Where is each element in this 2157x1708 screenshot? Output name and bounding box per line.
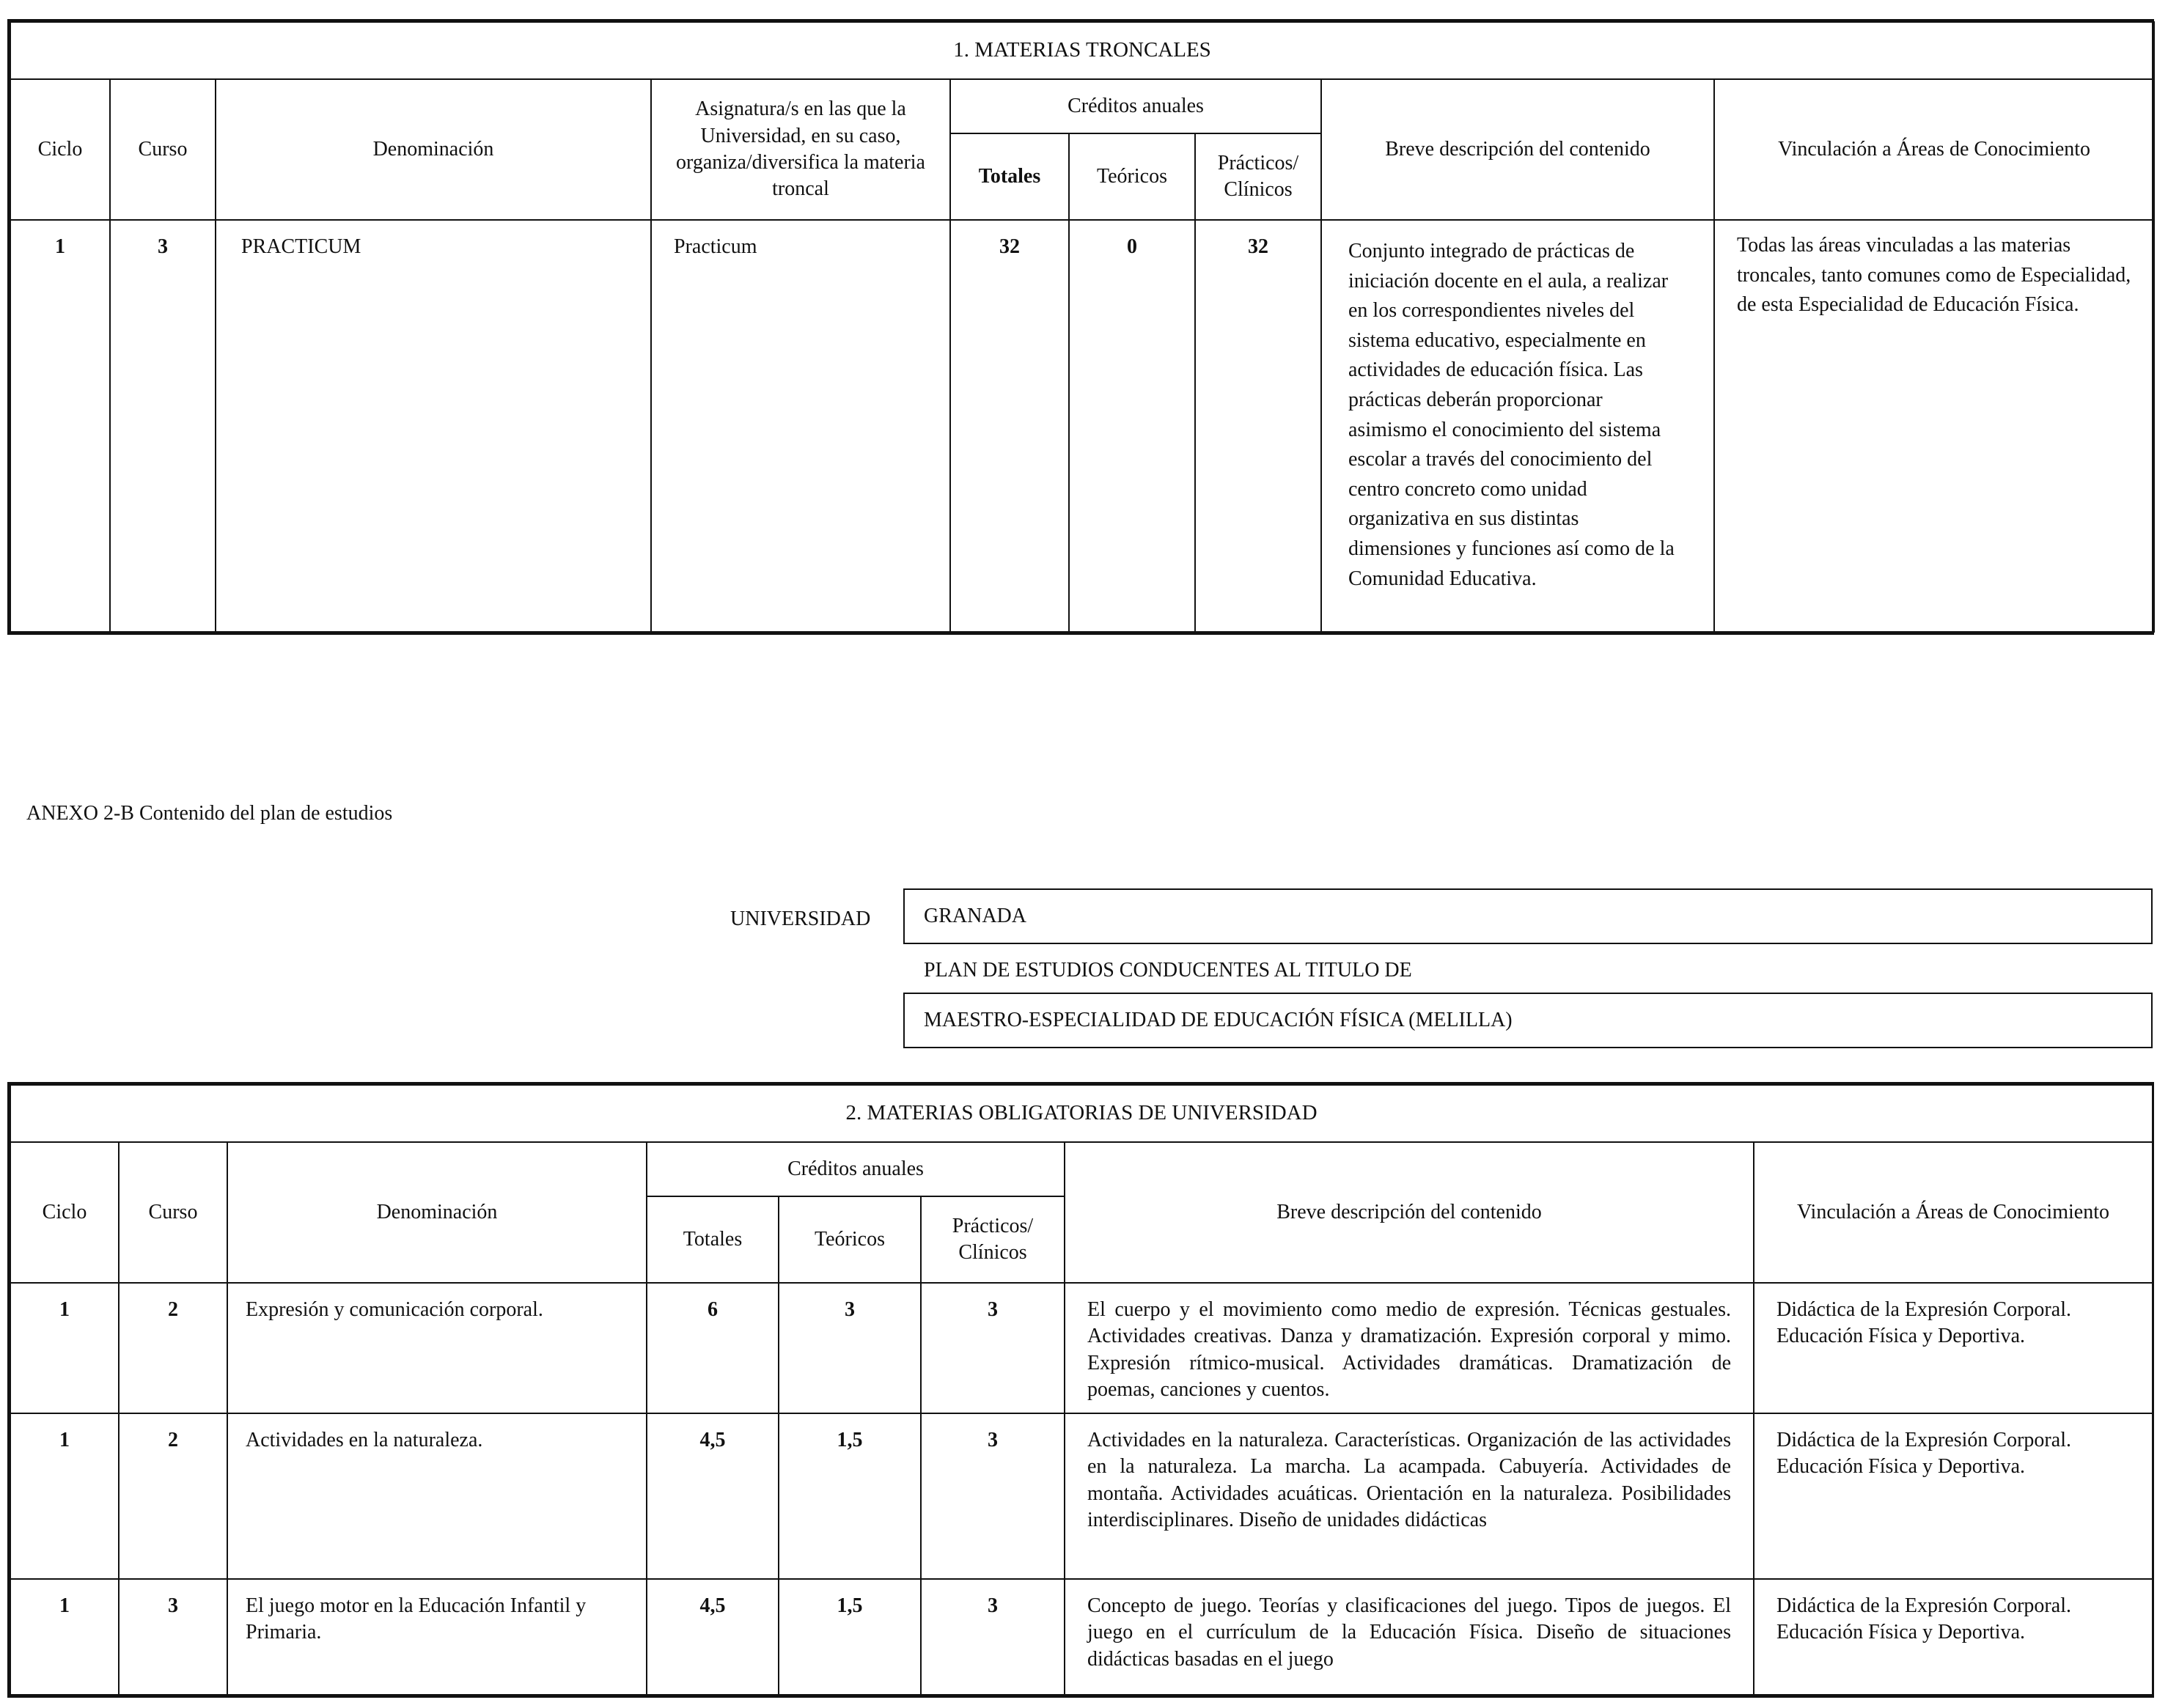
header-creditos: Créditos anuales xyxy=(950,79,1321,133)
header-ciclo: Ciclo xyxy=(10,79,110,220)
cell-denominacion: El juego motor en la Educación Infantil y Primaria. xyxy=(227,1579,647,1695)
header-ciclo: Ciclo xyxy=(10,1142,119,1283)
cell-denominacion: PRACTICUM xyxy=(216,220,651,632)
cell-vinculacion: Didáctica de la Expresión Corporal. Educación Física y Deportiva. xyxy=(1754,1413,2153,1579)
titulo-value: MAESTRO-ESPECIALIDAD DE EDUCACIÓN FÍSICA (MELILLA) xyxy=(924,1008,1513,1031)
table-row xyxy=(10,1283,2153,1413)
troncales-title: 1. MATERIAS TRONCALES xyxy=(10,22,2154,79)
cell-totales: 32 xyxy=(950,220,1069,632)
header-practicos: Prácticos/ Clínicos xyxy=(921,1196,1065,1283)
header-vinculacion: Vinculación a Áreas de Conocimiento xyxy=(1754,1142,2153,1283)
cell-denominacion: Actividades en la naturaleza. xyxy=(227,1413,647,1579)
cell-teoricos: 0 xyxy=(1069,220,1195,632)
header-totales: Totales xyxy=(950,133,1069,220)
header-teoricos: Teóricos xyxy=(779,1196,921,1283)
cell-curso: 2 xyxy=(119,1283,227,1413)
cell-teoricos: 1,5 xyxy=(779,1413,921,1579)
cell-descripcion: Actividades en la naturaleza. Características. Organización de las actividades en la naturaleza. La marcha. La acampada. Cabuyería. Actividades de montaña. Actividades acuáticas. Orientación en la naturaleza. Posibilidades interdisciplinares. Diseño de unidades didácticas xyxy=(1065,1413,1754,1579)
cell-ciclo: 1 xyxy=(10,220,110,632)
cell-ciclo: 1 xyxy=(10,1283,119,1413)
obligatorias-title: 2. MATERIAS OBLIGATORIAS DE UNIVERSIDAD xyxy=(10,1085,2153,1142)
header-creditos: Créditos anuales xyxy=(647,1142,1065,1196)
troncales-table xyxy=(7,19,2154,635)
cell-curso: 2 xyxy=(119,1413,227,1579)
universidad-field xyxy=(903,888,2153,944)
cell-practicos: 3 xyxy=(921,1579,1065,1695)
cell-ciclo: 1 xyxy=(10,1579,119,1695)
table-row xyxy=(10,220,2154,632)
header-denominacion: Denominación xyxy=(227,1142,647,1283)
universidad-label: UNIVERSIDAD xyxy=(730,908,871,930)
cell-denominacion: Expresión y comunicación corporal. xyxy=(227,1283,647,1413)
cell-asignatura: Practicum xyxy=(651,220,950,632)
cell-curso: 3 xyxy=(110,220,216,632)
titulo-field xyxy=(903,993,2153,1048)
table-row xyxy=(10,1413,2153,1579)
cell-vinculacion: Didáctica de la Expresión Corporal. Educación Física y Deportiva. xyxy=(1754,1283,2153,1413)
header-denominacion: Denominación xyxy=(216,79,651,220)
cell-descripcion: Conjunto integrado de prácticas de iniciación docente en el aula, a realizar en los correspondientes niveles del sistema educativo, especialmente en actividades de educación física. Las prácticas deberán proporcionar asimismo el conocimiento del sistema escolar a través del conocimiento del centro concreto como unidad organizativa en sus distintas dimensiones y funciones así como de la Comunidad Educativa. xyxy=(1321,220,1714,632)
anexo-label: ANEXO 2-B Contenido del plan de estudios xyxy=(26,802,393,825)
plan-label: PLAN DE ESTUDIOS CONDUCENTES AL TITULO DE xyxy=(924,959,1412,982)
header-practicos: Prácticos/ Clínicos xyxy=(1195,133,1321,220)
cell-totales: 4,5 xyxy=(647,1579,779,1695)
header-curso: Curso xyxy=(110,79,216,220)
cell-descripcion: El cuerpo y el movimiento como medio de expresión. Técnicas gestuales. Actividades creativas. Danza y dramatización. Expresión corporal y mimo. Expresión rítmico-musical. Actividades dramáticas. Dramatización de poemas, canciones y cuentos. xyxy=(1065,1283,1754,1413)
cell-totales: 4,5 xyxy=(647,1413,779,1579)
cell-totales: 6 xyxy=(647,1283,779,1413)
cell-curso: 3 xyxy=(119,1579,227,1695)
cell-teoricos: 1,5 xyxy=(779,1579,921,1695)
obligatorias-table xyxy=(7,1082,2154,1698)
header-curso: Curso xyxy=(119,1142,227,1283)
cell-vinculacion: Todas las áreas vinculadas a las materias troncales, tanto comunes como de Especialidad, de esta Especialidad de Educación Física. xyxy=(1714,220,2154,632)
header-teoricos: Teóricos xyxy=(1069,133,1195,220)
header-asignatura: Asignatura/s en las que la Universidad, en su caso, organiza/diversifica la materia troncal xyxy=(651,79,950,220)
cell-ciclo: 1 xyxy=(10,1413,119,1579)
table-row xyxy=(10,1579,2153,1695)
header-descripcion: Breve descripción del contenido xyxy=(1065,1142,1754,1283)
header-descripcion: Breve descripción del contenido xyxy=(1321,79,1714,220)
header-vinculacion: Vinculación a Áreas de Conocimiento xyxy=(1714,79,2154,220)
cell-vinculacion: Didáctica de la Expresión Corporal. Educación Física y Deportiva. xyxy=(1754,1579,2153,1695)
cell-descripcion: Concepto de juego. Teorías y clasificaciones del juego. Tipos de juegos. El juego en el currículum de la Educación Física. Diseño de situaciones didácticas basadas en el juego xyxy=(1065,1579,1754,1695)
universidad-value: GRANADA xyxy=(924,904,1026,927)
cell-practicos: 3 xyxy=(921,1283,1065,1413)
cell-teoricos: 3 xyxy=(779,1283,921,1413)
cell-practicos: 32 xyxy=(1195,220,1321,632)
header-totales: Totales xyxy=(647,1196,779,1283)
cell-practicos: 3 xyxy=(921,1413,1065,1579)
